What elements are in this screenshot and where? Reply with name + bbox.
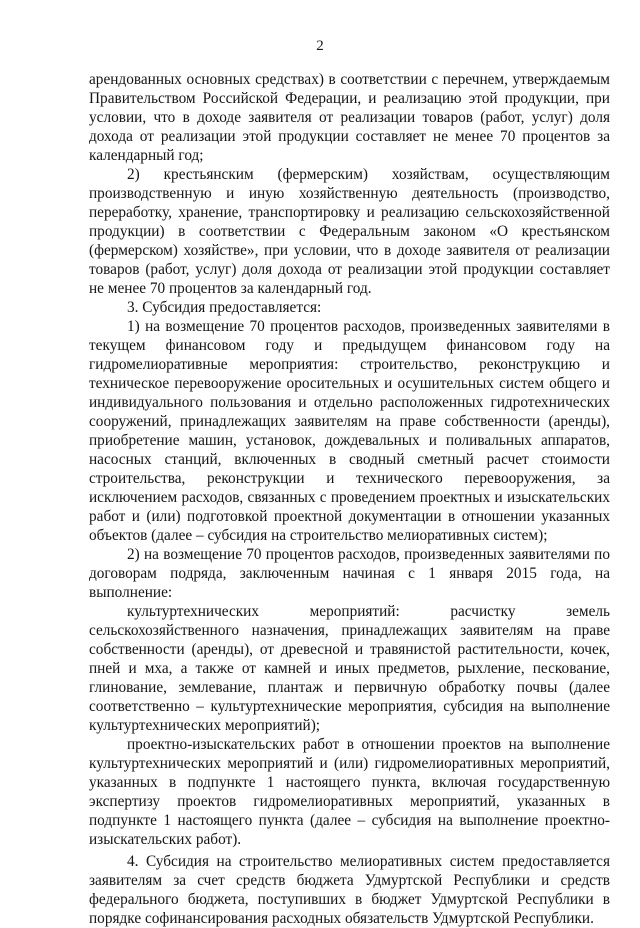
paragraph-design-survey-works: проектно-изыскательских работ в отношении проектов на выполнение культуртехнических мероприятий и (или) гидромелиоративных мероприятий, указанных в подпункте 1 настоящего пункта, включая государственную экспертизу проектов гидромелиоративных мероприятий, указанных в подпункте 1 настоящего пункта (далее – субсидия на выполнение проектно-изыскательских работ).: [89, 736, 610, 848]
paragraph-continuation: арендованных основных средствах) в соответствии с перечнем, утверждаемым Правительством Российской Федерации, и реализацию этой продукции, при условии, что в доходе заявителя от реализации товаров (работ, услуг) доля дохода от реализации этой продукции составляет не менее 70 процентов за календарный год;: [89, 71, 610, 164]
paragraph-item-2-farms: 2) крестьянским (фермерским) хозяйствам, осуществляющим производственную и иную хозяйственную деятельность (производство, переработку, хранение, транспортировку и реализацию сельскохозяйственной продукции) в соответствии с Федеральным законом «О крестьянском (фермерском) хозяйстве», при условии, что в доходе заявителя от реализации товаров (работ, услуг) доля дохода от реализации этой продукции составляет не менее 70 процентов за календарный год.: [89, 166, 610, 297]
paragraph-subclause-1: 1) на возмещение 70 процентов расходов, произведенных заявителями в текущем финансовом году и предыдущем финансовом году на гидромелиоративные мероприятия: строительство, реконструкцию и техническое перевооружение оросительных и осушительных систем общего и индивидуального пользования и отдельно расположенных гидротехнических сооружений, принадлежащих заявителям на праве собственности (аренды), приобретение машин, установок, дождевальных и поливальных аппаратов, насосных станций, включенных в сводный сметный расчет стоимости строительства, реконструкции и технического перевооружения, за исключением расходов, связанных с проведением проектных и изыскательских работ и (или) подготовкой проектной документации в отношении указанных объектов (далее – субсидия на строительство мелиоративных систем);: [89, 318, 610, 544]
paragraph-cultural-technical-measures: культуртехнических мероприятий: расчистку земель сельскохозяйственного назначения, принадлежащих заявителям на праве собственности (аренды), от древесной и травянистой растительности, кочек, пней и мха, а также от камней и иных предметов, рыхление, пескование, глинование, землевание, плантаж и первичную обработку почвы (далее соответственно – культуртехнические мероприятия, субсидия на выполнение культуртехнических мероприятий);: [89, 603, 610, 734]
paragraph-subclause-2: 2) на возмещение 70 процентов расходов, произведенных заявителями по договорам подряда, заключенным начиная с 1 января 2015 года, на выполнение:: [89, 546, 610, 601]
document-body: [89, 70, 610, 928]
paragraph-clause-3: 3. Субсидия предоставляется:: [127, 299, 322, 316]
page-number: 2: [316, 38, 324, 54]
paragraph-clause-4: 4. Субсидия на строительство мелиоративных систем предоставляется заявителям за счет средств бюджета Удмуртской Республики и средств федерального бюджета, поступивших в бюджет Удмуртской Республики в порядке софинансирования расходных обязательств Удмуртской Республики.: [89, 853, 610, 927]
